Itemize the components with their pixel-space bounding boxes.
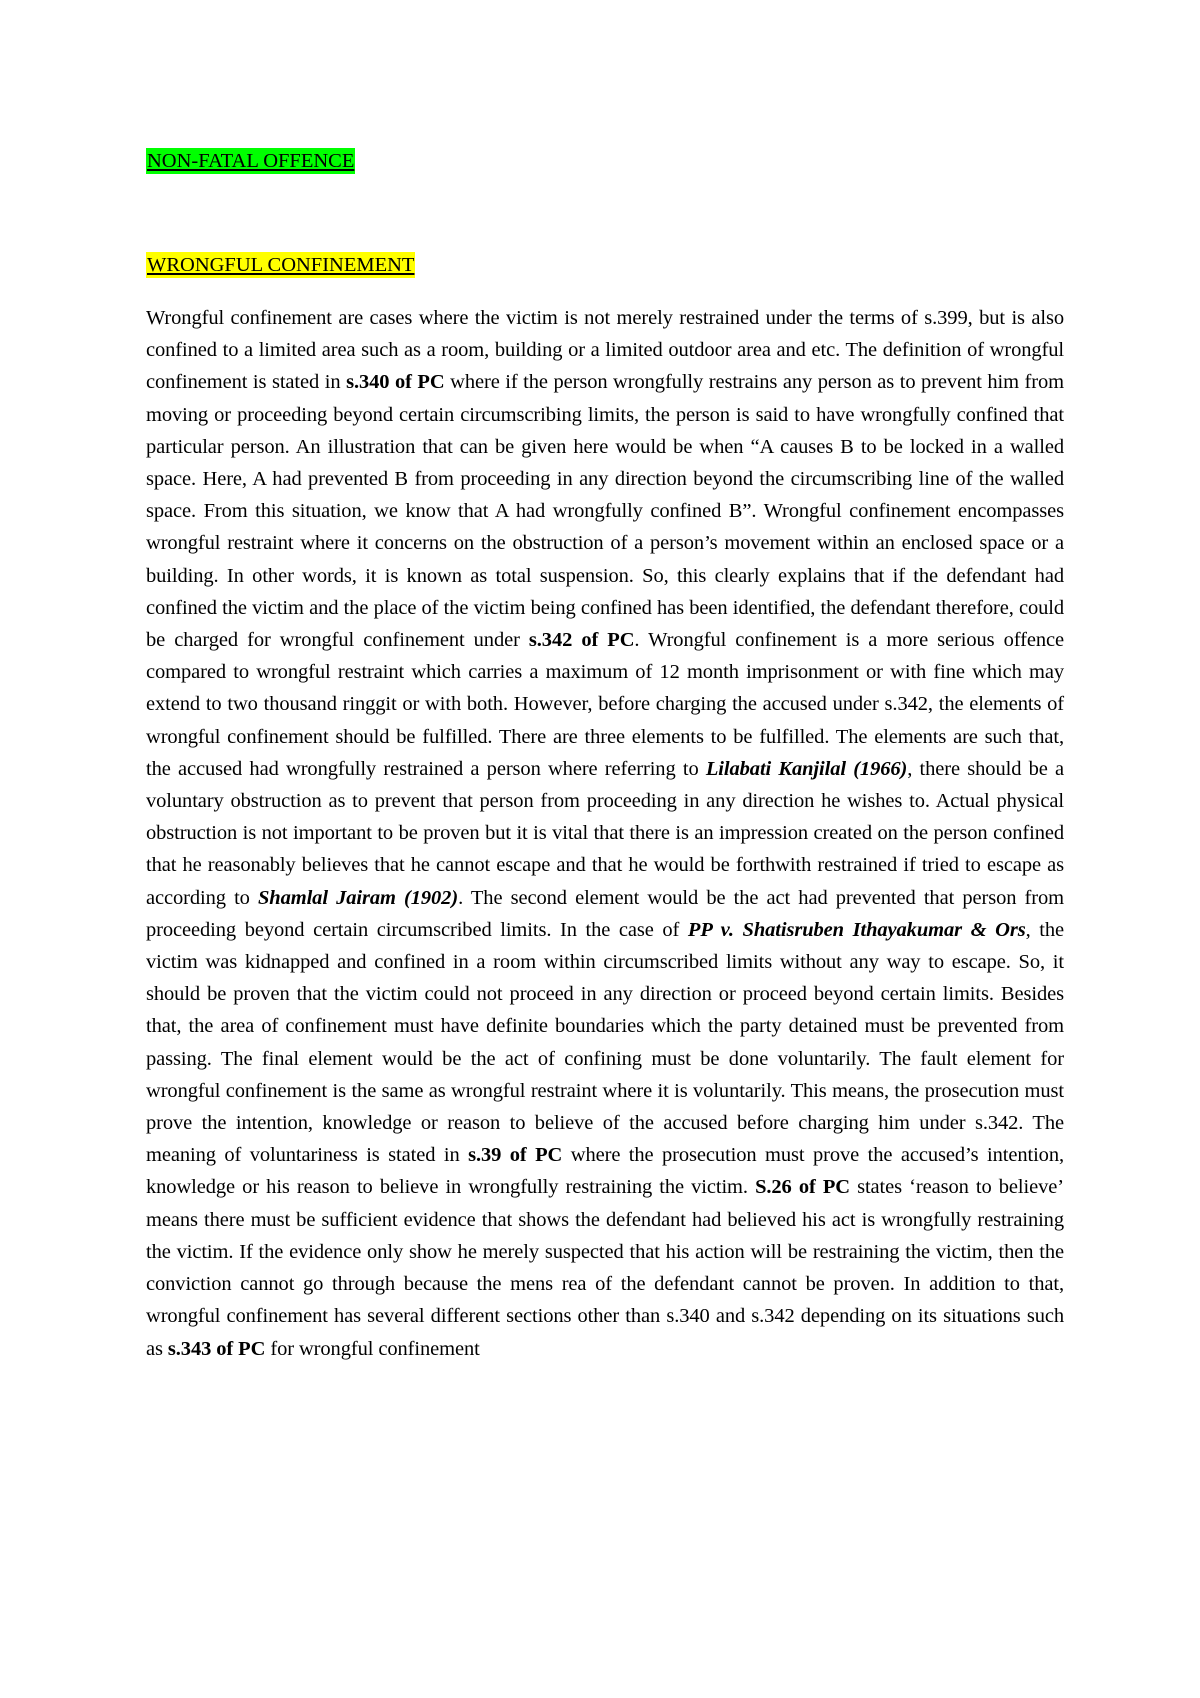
text-run: . The second element would be the act had prevented that person from proceeding beyond certain circumscribed limits. In the case of [146, 886, 1064, 941]
statute-reference: s.342 of PC [528, 629, 635, 652]
text-run: , there should be a voluntary obstruction as to prevent that person from proceeding in any direction he wishes to. Actual physical obstruction is not important to be proven but it is vital that there is an impression created on the person confined that he reasonably believes that he cannot escape and that he would be forthwith restrained if tried to escape as according to [146, 757, 1065, 909]
text-run: Wrongful confinement are cases where the victim is not merely restrained under the terms of s.399, but is also confined to a limited area such as a room, building or a limited outdoor area and etc. The definition of wrongful confinement is stated in [146, 307, 1064, 394]
case-citation: PP v. Shatisruben Ithayakumar & Ors [687, 918, 1026, 941]
statute-reference: S.26 of PC [755, 1176, 850, 1199]
text-run: for wrongful confinement [265, 1337, 480, 1360]
text-run: where if the person wrongfully restrains any person as to prevent him from moving or proceeding beyond certain circumscribing limits, the person is said to have wrongfully confined that particular person. An illustration that can be given here would be when “A causes B to be locked in a walled space. Here, A had prevented B from proceeding in any direction beyond the circumscribing line of the walled space. From this situation, we know that A had wrongfully confined B”. Wrongful confinement encompasses wrongful restraint where it concerns on the obstruction of a person’s movement within an enclosed space or a building. In other words, it is known as total suspension. So, this clearly explains that if the defendant had confined the victim and the place of the victim being confined has been identified, the defendant therefore, could be charged for wrongful confinement under [146, 371, 1064, 652]
statute-reference: s.343 of PC [167, 1337, 266, 1360]
statute-reference: s.340 of PC [346, 371, 445, 394]
case-citation: Shamlal Jairam (1902) [257, 886, 459, 909]
page-title: NON-FATAL OFFENCE [147, 150, 355, 172]
section-heading: WRONGFUL CONFINEMENT [147, 254, 415, 276]
text-run: states ‘reason to believe’ means there must be sufficient evidence that shows the defendant had believed his act is wrongfully restraining the victim. If the evidence only show he merely suspected that his action will be restraining the victim, then the conviction cannot go through because the mens rea of the defendant cannot be proven. In addition to that, wrongful confinement has several different sections other than s.340 and s.342 depending on its situations such as [146, 1176, 1064, 1360]
statute-reference: s.39 of PC [468, 1144, 563, 1167]
text-run: where the prosecution must prove the accused’s intention, knowledge or his reason to believe in wrongfully restraining the victim. [146, 1144, 1064, 1199]
body-paragraph [146, 302, 1064, 1365]
case-citation: Lilabati Kanjilal (1966) [705, 757, 908, 780]
text-run: . Wrongful confinement is a more serious offence compared to wrongful restraint which carries a maximum of 12 month imprisonment or with fine which may extend to two thousand ringgit or with both. However, before charging the accused under s.342, the elements of wrongful confinement should be fulfilled. There are three elements to be fulfilled. The elements are such that, the accused had wrongfully restrained a person where referring to [146, 629, 1064, 780]
text-run: , the victim was kidnapped and confined in a room within circumscribed limits without any way to escape. So, it should be proven that the victim could not proceed in any direction or proceed beyond certain limits. Besides that, the area of confinement must have definite boundaries which the party detained must be prevented from passing. The final element would be the act of confining must be done voluntarily. The fault element for wrongful confinement is the same as wrongful restraint where it is voluntarily. This means, the prosecution must prove the intention, knowledge or reason to believe of the accused before charging him under s.342. The meaning of voluntariness is stated in [146, 918, 1064, 1167]
